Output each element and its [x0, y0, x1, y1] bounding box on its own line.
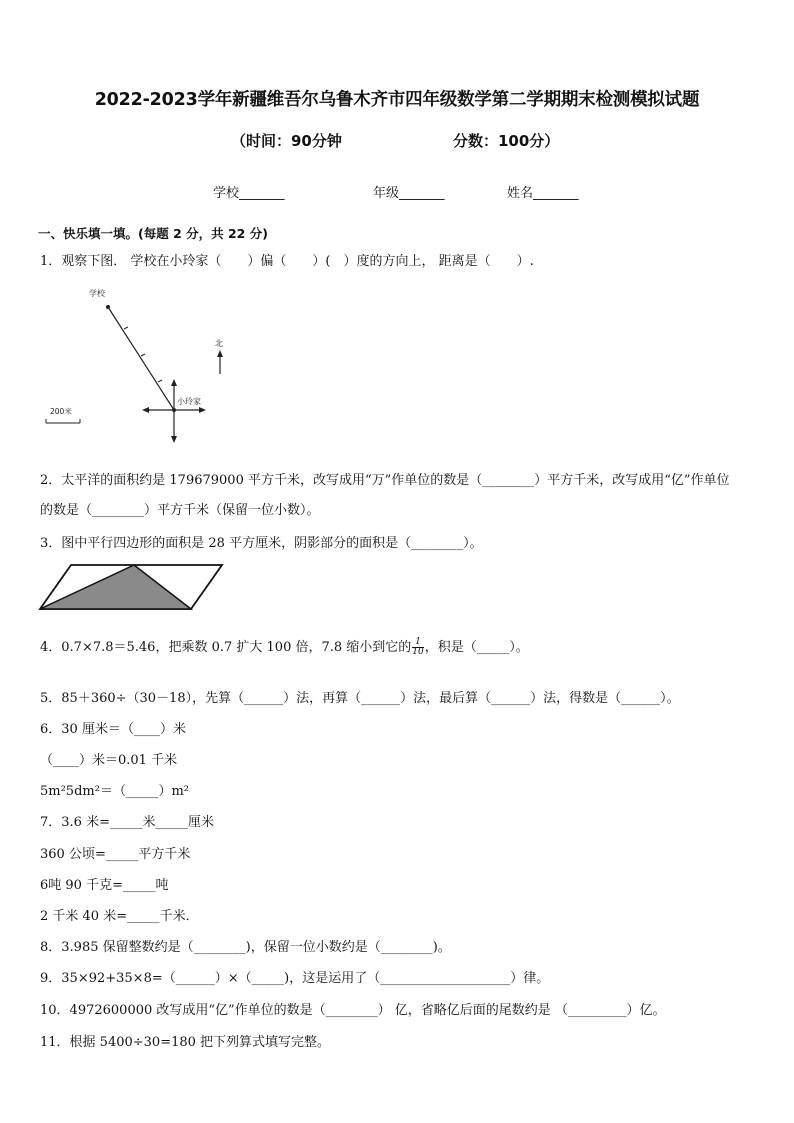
question-4-text: 4．0.7×7.8＝5.46，把乘数 0.7 扩大 100 倍，7.8 缩小到它的	[40, 640, 412, 655]
north-label: 北	[215, 339, 223, 348]
question-2-line-1: 2．太平洋的面积约是 179679000 平方千米，改写成用“万”作单位的数是（________）平方千米，改写成用“亿”作单位	[40, 473, 730, 488]
question-2-line-2: 的数是（________）平方千米（保留一位小数）。	[40, 503, 320, 518]
name-field: 姓名_______	[507, 186, 579, 201]
question-9: 9．35×92+35×8=（______）×（_____)，这是运用了（____________________）律。	[40, 971, 550, 986]
question-5: 5．85＋360÷（30－18），先算（______）法，再算（______）法，最后算（______）法，得数是（______）。	[40, 691, 680, 706]
scale-label: 200米	[50, 407, 72, 416]
question-7-d: 2 千米 40 米=_____千米．	[40, 909, 199, 924]
question-1: 1．观察下图． 学校在小玲家（ ）偏（ ）( ）度的方向上， 距离是（ ）.	[40, 254, 534, 269]
question-11: 11．根据 5400÷30=180 把下列算式填写完整。	[40, 1035, 331, 1050]
question-7-a: 7．3.6 米=_____米_____厘米	[40, 815, 214, 830]
question-8: 8．3.985 保留整数约是（________)，保留一位小数约是（________)。	[40, 940, 451, 955]
page-title: 2022-2023学年新疆维吾尔乌鲁木齐市四年级数学第二学期期末检测模拟试题	[94, 90, 700, 110]
question-6-c: 5m²5dm²＝（_____）m²	[40, 784, 189, 799]
question-10: 10．4972600000 改写成用“亿”作单位的数是（________） 亿，省略亿后面的尾数约是 （_________）亿。	[40, 1003, 666, 1018]
home-label: 小玲家	[177, 397, 201, 406]
question-3: 3．图中平行四边形的面积是 28 平方厘米，阴影部分的面积是（________）。	[40, 536, 483, 551]
question-4	[40, 636, 529, 657]
section-heading: 一、快乐填一填。(每题 2 分，共 22 分)	[38, 226, 268, 241]
school-label: 学校	[89, 289, 105, 298]
question-7-b: 360 公顷=_____平方千米	[40, 847, 191, 862]
grade-field: 年级_______	[373, 186, 445, 201]
parallelogram-figure	[36, 562, 226, 612]
question-7-c: 6吨 90 千克=_____吨	[40, 878, 169, 893]
exam-time: （时间：90分钟	[231, 132, 342, 150]
fraction-one-tenth: $\frac{1}{10}$	[412, 637, 424, 657]
exam-score: 分数：100分）	[453, 132, 560, 150]
question-6-b: （____）米＝0.01 千米	[40, 753, 178, 768]
school-field: 学校_______	[213, 186, 285, 201]
question-4-tail: ，积是（_____）。	[424, 640, 529, 655]
direction-map-figure	[40, 282, 240, 452]
question-6-a: 6．30 厘米＝（____）米	[40, 722, 186, 737]
